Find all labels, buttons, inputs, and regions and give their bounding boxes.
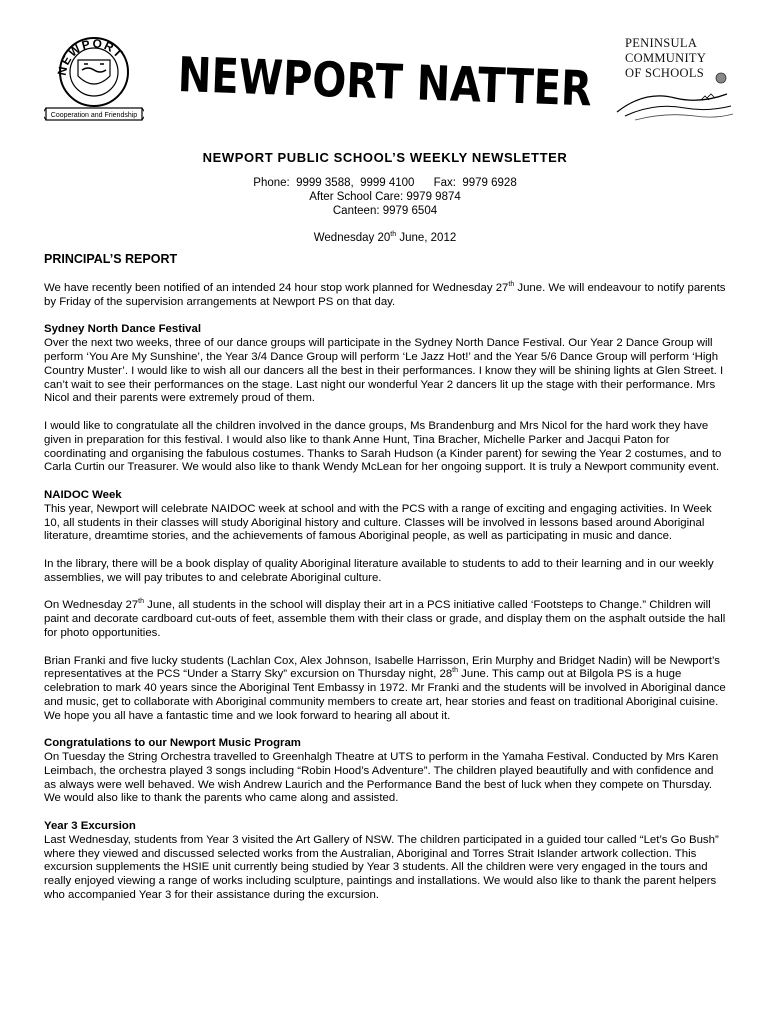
naidoc-p3-pre: On Wednesday 27 xyxy=(44,599,139,612)
naidoc-heading: NAIDOC Week xyxy=(44,488,122,501)
naidoc-p4-post: June. This camp out at Bilgola PS is a huge celebration to mark 40 years since the Aboriginal Tent Embassy in 1972. Mr Franki and the students will be involved in Aboriginal dance and music, get to collaborate with Aboriginal community members to create art, hear stories and feast on traditional Aboriginal cuisine. We hope you all have a fantastic time and we look forward to hearing all about it. xyxy=(44,668,726,722)
pcs-line-2: COMMUNITY xyxy=(625,51,707,65)
music-program-heading: Congratulations to our Newport Music Program xyxy=(44,737,301,750)
masthead-text: NEWPORT NATTER xyxy=(178,48,594,106)
contact-details xyxy=(0,176,770,218)
naidoc-p4-sup: th xyxy=(452,667,458,675)
intro-post: June. We will endeavour to notify parents by Friday of the supervision arrangements at Newport PS on that day. xyxy=(44,282,726,308)
dance-festival-heading: Sydney North Dance Festival xyxy=(44,323,201,336)
naidoc-p3-post: June, all students in the school will display their art in a PCS initiative called ‘Footsteps to Change.” Children will paint and decorate cardboard cut-outs of feet, assemble them with their class or grade, and display them on the asphalt outside the hall for photo opportunities. xyxy=(44,599,726,639)
crest-banner-text: Cooperation and Friendship xyxy=(50,112,138,119)
naidoc-paragraph-4 xyxy=(44,655,728,724)
pcs-line-3: OF SCHOOLS xyxy=(625,66,705,80)
principals-report-heading: PRINCIPAL’S REPORT xyxy=(44,252,178,266)
intro-sup: th xyxy=(508,281,515,288)
school-crest-logo xyxy=(44,30,144,126)
report-body xyxy=(44,282,728,917)
newsletter-title: NEWPORT PUBLIC SCHOOL’S WEEKLY NEWSLETTER xyxy=(202,150,568,165)
naidoc-p4-pre: Brian Franki and five lucky students (Lachlan Cox, Alex Johnson, Isabelle Harrisson, Erin Murphy and Bridget Nadin) will be Newport’s representatives at the PCS “Under a Starry Sky” excursion on Thursday night, 28 xyxy=(44,654,720,681)
naidoc-paragraph-2: In the library, there will be a book display of quality Aboriginal literature available to students to add to their learning and in our weekly assemblies, we will pay tributes to and celebrate Aboriginal culture. xyxy=(44,557,714,584)
dance-paragraph-1: Over the next two weeks, three of our dance groups will participate in the Sydney North Dance Festival. Our Year 2 Dance Group will perform ‘You Are My Sunshine’, the Year 3/4 Dance Group will perform ‘Le Jazz Hot!’ and the Year 5/6 Dance Group will perform ‘High Country Muster’. I would like to wish all our dancers all the best in their performances. I know they will be shining lights at Glen Street. I can’t wait to see their performances on the stage. Last night our wonderful Year 2 dancers lit up the stage with their performance. Mrs Nicol and their parents were extremely proud of them. xyxy=(44,337,724,405)
intro-pre: We have recently been notified of an intended 24 hour stop work planned for Wednesday 27 xyxy=(44,282,509,294)
music-paragraph: On Tuesday the String Orchestra travelled to Greenhalgh Theatre at UTS to perform in the Yamaha Festival. Conducted by Mrs Karen Leimbach, the orchestra played 3 songs including “Robin Hood’s Adventure”. The children played beautifully and with confidence and as always were well behaved. We wish Andrew Laurich and the Performance Band the best of luck when they compete on Thursday. We would also like to thank the parents who came along and assisted. xyxy=(44,751,719,805)
crest-ring-text: NEWPORT xyxy=(54,36,127,77)
pcs-wave-graphic xyxy=(615,64,735,126)
pcs-logo xyxy=(615,36,735,126)
naidoc-p3-sup: th xyxy=(138,598,144,606)
naidoc-paragraph-3 xyxy=(44,599,728,640)
issue-date xyxy=(0,232,770,244)
date-sup: th xyxy=(390,231,397,238)
year3-excursion-heading: Year 3 Excursion xyxy=(44,820,136,833)
pcs-line-1: PENINSULA xyxy=(625,36,698,50)
contact-phone: Phone: 9999 3588, 9999 4100 Fax: 9979 6928 xyxy=(253,177,517,189)
date-suffix: June, 2012 xyxy=(396,232,457,244)
dance-paragraph-2: I would like to congratulate all the children involved in the dance groups, Ms Brandenburg and Mrs Nicol for the hard work they have given in preparation for this festival. I would also like to thank Anne Hunt, Tina Bracher, Michelle Parker and Jacqui Paton for coordinating and organising the fabulous costumes. Thanks to Sarah Hudson (a Kinder parent) for sewing the Year 2 costumes, and to Carla Curtin our Treasurer. We would also like to thank Wendy McLean for her ongoing support. It is truly a Newport community event. xyxy=(44,419,722,474)
date-prefix: Wednesday 20 xyxy=(313,232,391,244)
excursion-paragraph: Last Wednesday, students from Year 3 visited the Art Gallery of NSW. The children participated in a guided tour called “Let’s Go Bush” where they viewed and discussed selected works from the Australian, Aboriginal and Torres Strait Islander artwork collection. This excursion supplements the HSIE unit currently being studied by Year 3 students. All the children were very engaged in the tours and really enjoyed viewing a range of works including sculpture, paintings and installations. We would also like to thank the parent helpers who accompanied Year 3 for their assistance during the excursion. xyxy=(44,833,719,902)
intro-paragraph xyxy=(44,282,728,310)
contact-canteen: Canteen: 9979 6504 xyxy=(332,205,438,217)
masthead-title xyxy=(178,48,594,106)
naidoc-paragraph-1: This year, Newport will celebrate NAIDOC week at school and with the PCS with a range of exciting and engaging activities. In Week 10, all students in their classes will study Aboriginal history and culture. Classes will be involved in lessons based around Aboriginal literature, dreamtime stories, and the achievements of famous Aboriginal people, as well as participating in music and dance. xyxy=(44,502,712,543)
contact-after-school-care: After School Care: 9979 9874 xyxy=(309,191,461,203)
